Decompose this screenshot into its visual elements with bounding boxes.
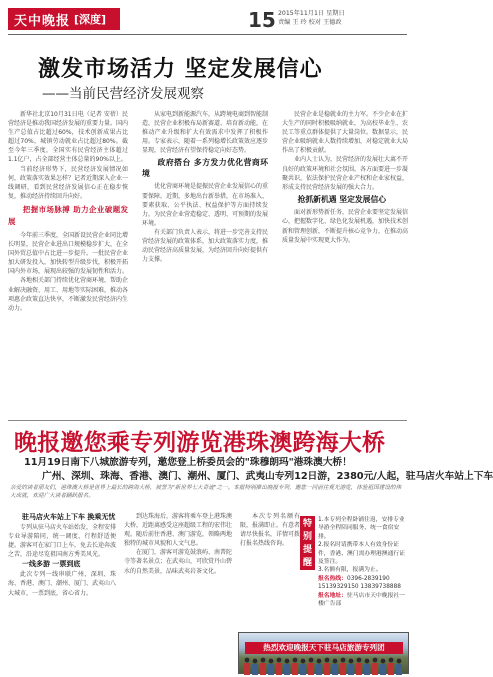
article-paragraph: 优化营商环境是提振民营企业发展信心的重要保障。近期，多地出台新举措，在市场准入、要素获取、公平执法、权益保护等方面持续发力，为民营企业营造稳定、透明、可预期的发展环境。 [142, 183, 269, 227]
promo-column-2 [124, 512, 232, 672]
reminder-box [318, 516, 408, 628]
special-reminder-tag: 特别提醒 [300, 516, 315, 570]
article-paragraph: 当前经济形势下，民营经济发展情况如何，政策落实效果怎样？记者近期深入企业一线调研，看到民营经济发展信心正在稳步恢复，推动经济持续回升向好。 [8, 165, 129, 200]
article-headline: 激发市场活力 坚定发展信心 [38, 56, 323, 82]
header-rule [8, 34, 407, 35]
promo-line-1: 11月19日南下八城旅游专列，邀您登上桥委员会的"珠穆朗玛"港珠澳大桥！ [24, 457, 352, 468]
masthead [8, 8, 120, 30]
section-label: [深度] [74, 13, 107, 26]
group-photo [238, 632, 409, 674]
hotline-label: 报名热线： [318, 575, 347, 582]
address-value: 驻马店市天中晚报社一楼广告部 [318, 592, 405, 608]
article-paragraph: 各地相关部门持续优化营商环境，帮助企业解决融资、用工、用地等实际困难，推动各项惠企政策直达快享，不断激发民营经济内生动力。 [8, 277, 129, 312]
promo-title: 晚报邀您乘专列游览港珠澳跨海大桥 [14, 429, 386, 456]
article-paragraph: 有关部门负责人表示，将进一步完善支持民营经济发展的政策体系，加大政策落实力度，推动民营经济高质量发展，为经济回升向好提供有力支撑。 [142, 228, 269, 264]
promo-subtitle: 一线多游 一票到底 [22, 560, 81, 569]
address [318, 592, 408, 609]
promo-paragraph: 此次专列一线串联广州、深圳、珠海、香港、澳门、潮州、厦门、武夷山八大城市，一票到底，省心省力。 [8, 571, 117, 597]
reminder-item: 1.本专列全程卧铺往返，安排专业导游全程陪同服务，统一食宿安排。 [318, 517, 405, 540]
article-subtitle: 把握市场脉搏 助力企业破题发展 [8, 204, 128, 226]
promo-paragraph: 在厦门，游客可游览鼓浪屿、南普陀寺等著名景点；在武夷山，可欣赏丹山碧水的自然美景，品味武夷岩茶文化。 [124, 549, 233, 575]
article-paragraph: 民营企业是稳就业的主力军。不少企业在扩大生产的同时积极吸纳就业，为高校毕业生、农民工等重点群体提供了大量岗位。数据显示，民营企业吸纳就业人数持续增加，对稳定就业大局作出了积极贡献。 [282, 111, 409, 155]
article-column-3 [282, 110, 408, 415]
article-paragraph: 从家电到新能源汽车，从跨境电商到智能制造，民营企业积极布局新赛道、培育新动能，在推动产业升级和扩大有效需求中发挥了积极作用。专家表示，随着一系列稳增长政策效应逐步显现，民营经济有望保持稳定向好态势。 [142, 111, 269, 155]
promo-subtitle: 驻马店火车站上下车 换乘无忧 [22, 513, 116, 521]
article-column-1 [8, 110, 128, 415]
promo-paragraph: 到达珠海后，游客将乘车登上港珠澳大桥，近距离感受这座超级工程的宏伟壮观。随后前往香港、澳门游览，领略两地独特的城市风貌和人文气息。 [124, 513, 233, 548]
article-paragraph: 新华社北京10月31日电（记者 安蓓）民营经济是推动我国经济发展的重要力量。国内生产总值占比超过60%，技术创新成果占比超过70%，城镇劳动就业占比超过80%。截至今年三季度，全国实有民营经济主体超过1.1亿户，占全部经营主体总量的90%以上。 [8, 111, 129, 164]
photo-banner: 热烈欢迎晚报天下驻马店旅游专列团 [245, 642, 403, 654]
date-line: 2015年11月1日 星期日 [278, 10, 345, 17]
section-divider [8, 420, 407, 421]
page-number: 15 [248, 8, 276, 32]
newspaper-name: 天中晚报 [14, 13, 71, 29]
page-header [0, 0, 415, 44]
promo-paragraph: 本次专列名额有限，报满即止。有意者请尽快报名，详情可拨打报名热线咨询。 [240, 513, 301, 548]
promo-line-2: 广州、深圳、珠海、香港、澳门、潮州、厦门、武夷山专列12日游，2380元/人起，驻马店火车站上下车 [42, 471, 493, 482]
article-subheadline: ——当前民营经济发展观察 [42, 86, 204, 102]
promo-intro-note: 亲爱的读者朋友们，港珠澳大桥是世界上最长的跨海大桥，被誉为"新世界七大奇迹"之一。本报特别推出晚报专列，邀您一同前往观光游览，体验祖国建设的伟大成就，欢迎广大读者踊跃报名。 [10, 485, 402, 499]
hotline [318, 575, 408, 583]
promo-column-1 [8, 512, 116, 672]
hotline-number: 0396-2839190 [347, 575, 390, 582]
article-subtitle: 政府搭台 多方发力优化营商环境 [142, 158, 268, 178]
reminder-item: 2.报名时请携带本人有效身份证件，香港、澳门需办理港澳通行证及签注。 [318, 542, 405, 566]
editor-line: 责编 王 玲 校对 王德政 [278, 19, 342, 26]
reminder-item: 3.名额有限，报满为止。 [318, 567, 382, 574]
promo-paragraph: 专列从驻马店火车站始发，全程安排专业导游陪同，统一调度，行程舒适便捷。游客可在家门口上车，免去长途奔波之苦，沿途尽览祖国南方秀美风光。 [8, 524, 117, 559]
hotline-secondary: 15139329150 13839738888 [318, 584, 401, 591]
article-paragraph: 业内人士认为，民营经济的发展壮大离不开良好的政策环境和社会氛围。各方面要进一步凝聚共识，依法保护民营企业产权和企业家权益，形成支持民营经济发展的强大合力。 [282, 156, 409, 191]
address-label: 报名地址： [318, 592, 347, 599]
article-subtitle: 抢抓新机遇 坚定发展信心 [297, 194, 387, 204]
crowd-illustration [239, 655, 410, 675]
article-column-2 [142, 110, 268, 415]
issue-meta [278, 9, 408, 27]
article-paragraph: 面对新形势新任务，民营企业要坚定发展信心，把握数字化、绿色化发展机遇，加快技术创新和管理创新，不断提升核心竞争力，在推动高质量发展中实现更大作为。 [282, 209, 409, 244]
article-paragraph: 今年前三季度，全国新设民营企业同比增长明显，民营企业进出口规模稳步扩大，在全国外贸总值中占比进一步提升。一批民营企业加大研发投入，加快转型升级步伐，积极开拓国内外市场，展现出较强的发展韧性和活力。 [8, 231, 129, 276]
